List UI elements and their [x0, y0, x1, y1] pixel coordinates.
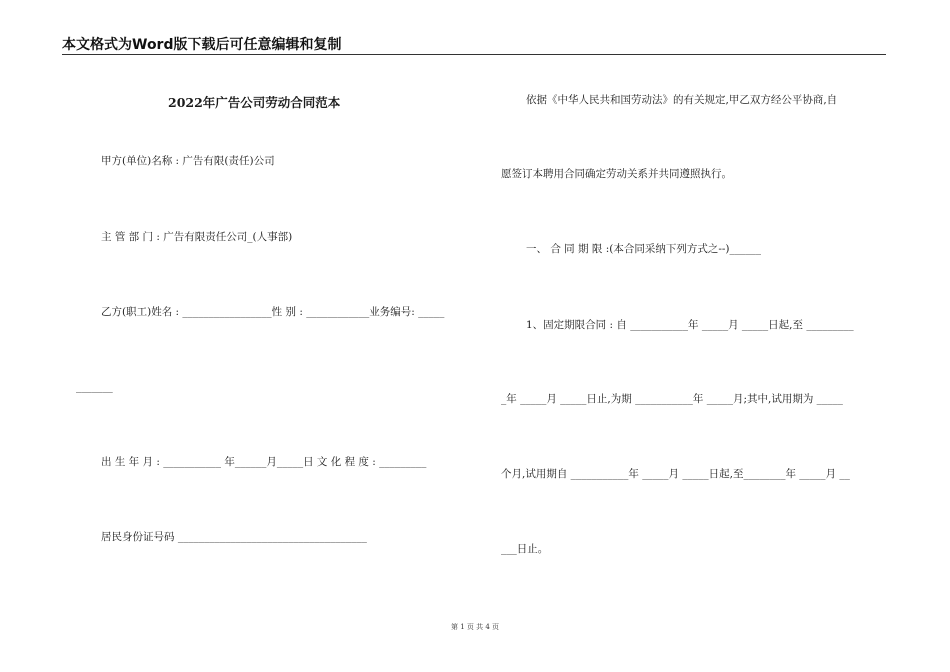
- party-a-name-line: 甲方(单位)名称 : 广告有限(责任)公司: [101, 155, 275, 167]
- page-header: [62, 34, 886, 55]
- fixed-term-line-1: 1、固定期限合同 : 自 ___________年 _____月 _____日起,至 _________: [526, 319, 854, 331]
- fixed-term-line-3: 个月,试用期自 ___________年 _____月 _____日起,至________年 _____月 __: [501, 468, 850, 480]
- page-indicator: 第 1 页 共 4 页: [450, 623, 500, 631]
- department-line: 主 管 部 门 : 广告有限责任公司_(人事部): [101, 231, 293, 243]
- id-number-line: 居民身份证号码 ____________________________________: [101, 531, 367, 543]
- fixed-term-line-4: ___日止。: [501, 543, 549, 555]
- party-b-name-continuation: _______: [76, 381, 113, 393]
- party-b-name-line: 乙方(职工)姓名 : _________________性 别 : ____________业务编号: _____: [101, 306, 445, 318]
- contract-term-heading: 一、 合 同 期 限 :(本合同采纳下列方式之--)______: [526, 243, 762, 255]
- preamble-line-2: 愿签订本聘用合同确定劳动关系并共同遵照执行。: [501, 168, 732, 180]
- document-title: 2022年广告公司劳动合同范本: [168, 95, 341, 110]
- fixed-term-line-2: _年 _____月 _____日止,为期 ___________年 _____月;其中,试用期为 _____: [501, 393, 843, 405]
- preamble-line-1: 依据《中华人民共和国劳动法》的有关规定,甲乙双方经公平协商,自: [526, 94, 838, 106]
- birth-education-line: 出 生 年 月 : ___________ 年______月_____日 文 化 程 度 : _________: [101, 456, 427, 468]
- header-banner: 本文格式为Word版下载后可任意编辑和复制: [62, 37, 342, 53]
